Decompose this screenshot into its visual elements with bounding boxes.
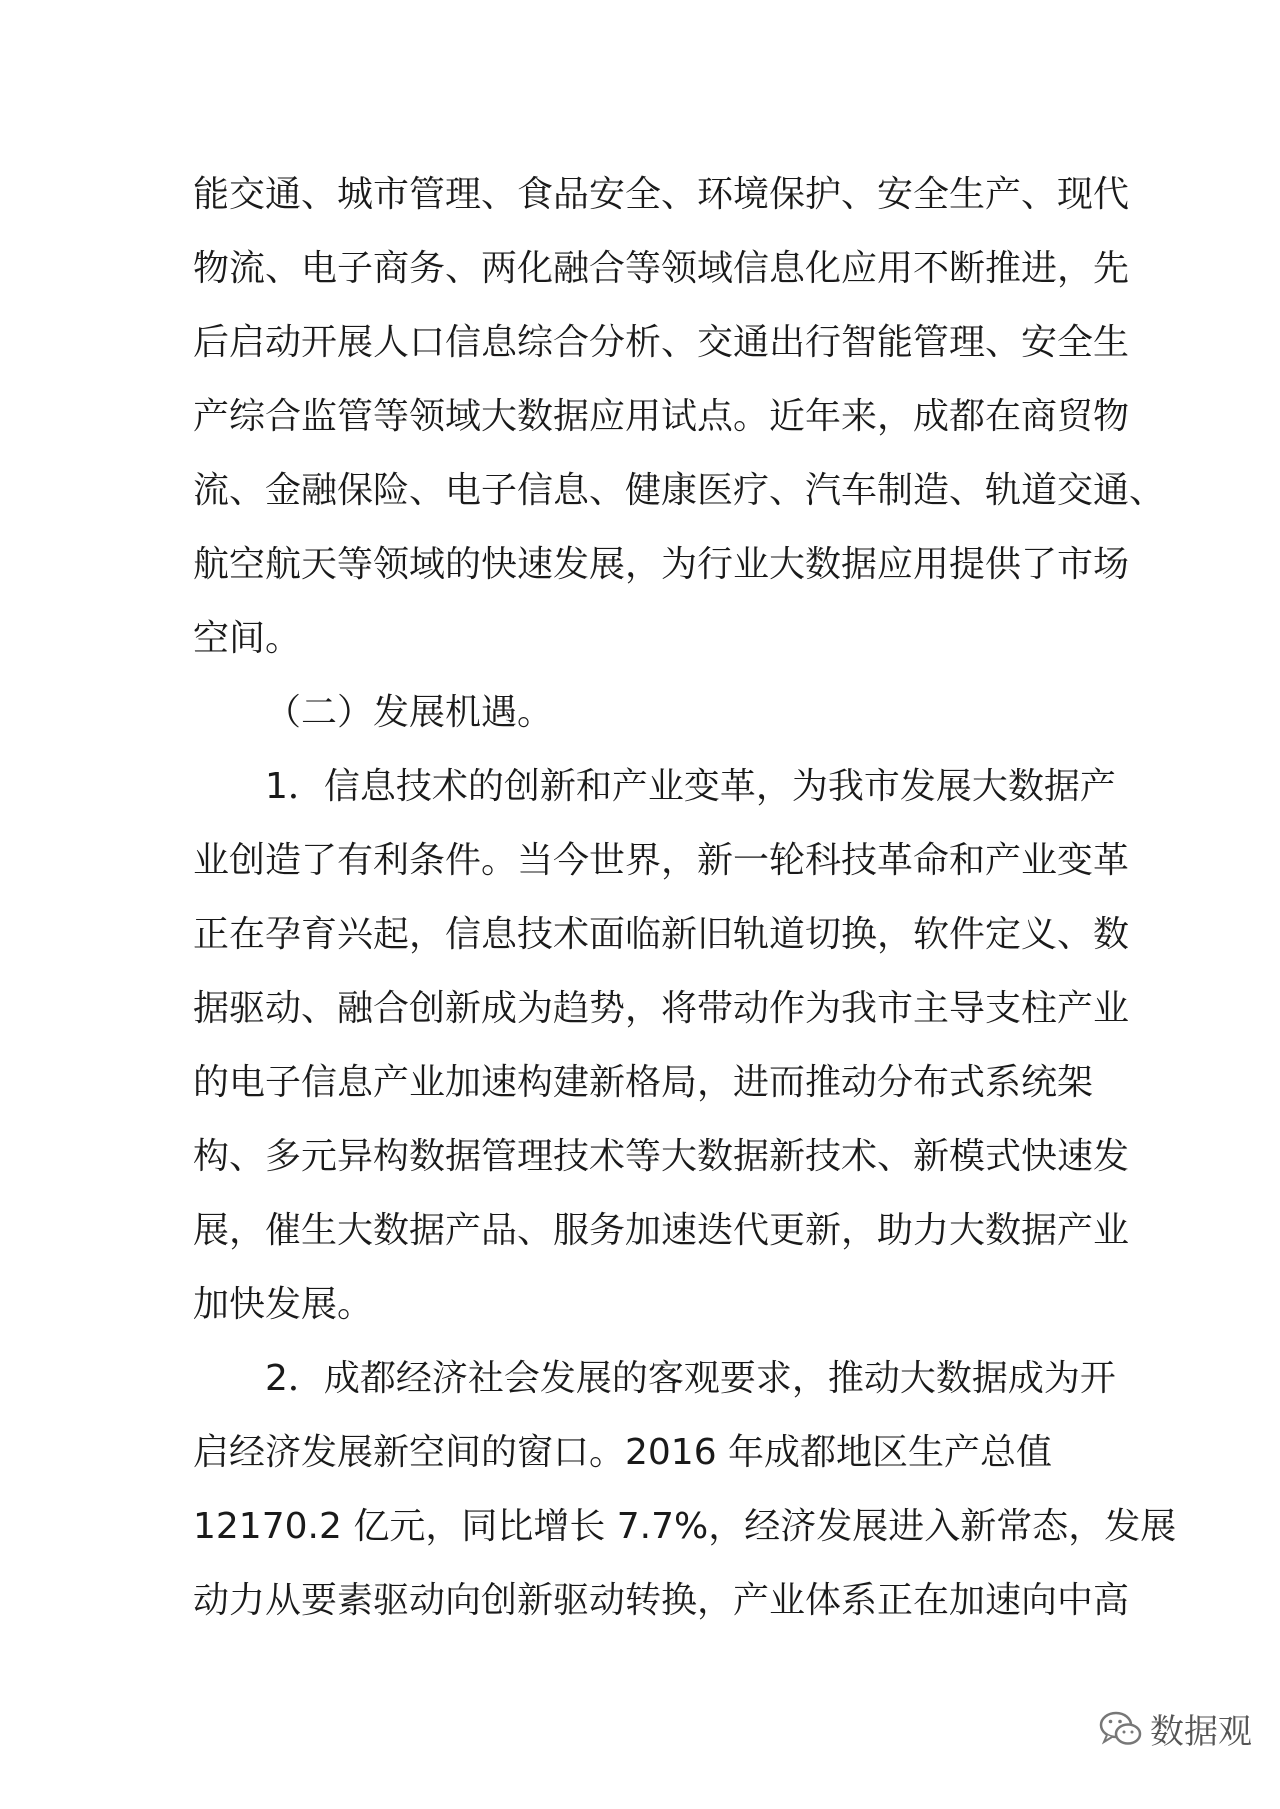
text-line: 正在孕育兴起，信息技术面临新旧轨道切换，软件定义、数	[193, 914, 1130, 955]
text-line: 12170.2 亿元，同比增长 7.7%，经济发展进入新常态，发展	[193, 1506, 1177, 1547]
text-line: 2．成都经济社会发展的客观要求，推动大数据成为开	[265, 1358, 1116, 1399]
text-line: 启经济发展新空间的窗口。2016 年成都地区生产总值	[193, 1432, 1053, 1473]
watermark-label: 数据观	[1150, 1712, 1252, 1752]
text-line: 构、多元异构数据管理技术等大数据新技术、新模式快速发	[193, 1136, 1130, 1177]
text-line: 的电子信息产业加速构建新格局，进而推动分布式系统架	[193, 1062, 1094, 1103]
watermark	[1098, 1704, 1252, 1753]
section-heading: （二）发展机遇。	[265, 692, 554, 733]
text-line: 物流、电子商务、两化融合等领域信息化应用不断推进，先	[193, 248, 1130, 289]
text-line: 能交通、城市管理、食品安全、环境保护、安全生产、现代	[193, 174, 1130, 215]
text-line: 1．信息技术的创新和产业变革，为我市发展大数据产	[265, 766, 1116, 807]
text-line: 后启动开展人口信息综合分析、交通出行智能管理、安全生	[193, 322, 1130, 363]
text-line: 展，催生大数据产品、服务加速迭代更新，助力大数据产业	[193, 1210, 1130, 1251]
text-line: 航空航天等领域的快速发展，为行业大数据应用提供了市场	[193, 544, 1130, 585]
wechat-icon	[1098, 1709, 1144, 1749]
text-line: 据驱动、融合创新成为趋势，将带动作为我市主导支柱产业	[193, 988, 1130, 1029]
text-line: 加快发展。	[193, 1284, 374, 1325]
text-line: 流、金融保险、电子信息、健康医疗、汽车制造、轨道交通、	[193, 470, 1166, 511]
text-line: 业创造了有利条件。当今世界，新一轮科技革命和产业变革	[193, 840, 1130, 881]
text-line: 产综合监管等领域大数据应用试点。近年来，成都在商贸物	[193, 396, 1130, 437]
document-body	[193, 158, 1177, 1638]
text-line: 动力从要素驱动向创新驱动转换，产业体系正在加速向中高	[193, 1580, 1130, 1621]
text-line: 空间。	[193, 618, 302, 659]
